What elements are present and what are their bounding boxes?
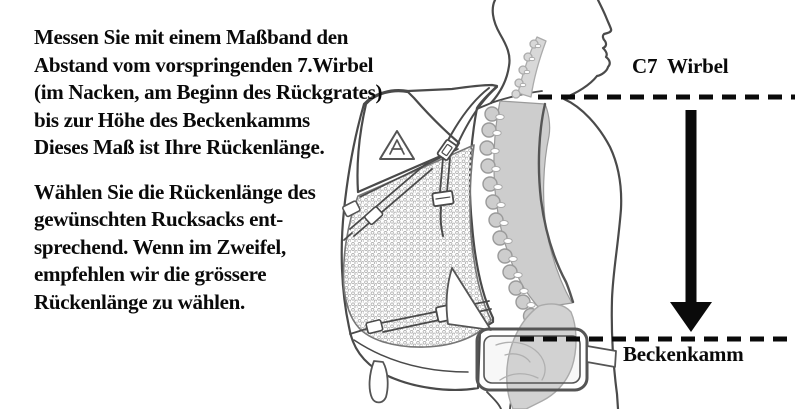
spine-cervical (512, 37, 546, 98)
text-line: Messen Sie mit einem Maßband den (34, 25, 349, 49)
face-profile (564, 0, 611, 98)
instruction-text (34, 24, 454, 316)
text-line: Dieses Maß ist Ihre Rückenlänge. (34, 135, 325, 159)
text-line: bis zur Höhe des Beckenkamms (34, 107, 310, 132)
text-line: sprechend. Wenn im Zweifel, (34, 234, 286, 259)
pelvis-sacrum (484, 304, 580, 409)
text-line: Wählen Sie die Rückenlänge des (34, 179, 316, 204)
measurement-arrow (670, 110, 712, 332)
paragraph-measure (34, 24, 454, 162)
text-line: Abstand vom vorspringenden 7.Wirbel (34, 52, 374, 77)
paragraph-choose (34, 179, 454, 317)
bottom-loop (370, 361, 388, 402)
c7-wirbel-label: C7 Wirbel (632, 54, 729, 78)
spine-thoracic (480, 101, 573, 339)
text-line: (im Nacken, am Beginn des Rückgrates) (34, 80, 383, 104)
text-line: Rückenlänge zu wählen. (34, 289, 246, 314)
text-line: empfehlen wir die grössere (34, 262, 267, 286)
arrow-shaft (686, 110, 697, 303)
text-line: gewünschten Rucksacks ent- (34, 207, 283, 231)
arrow-head (670, 302, 712, 332)
beckenkamm-label: Beckenkamm (623, 342, 744, 366)
leg-line (487, 392, 501, 409)
